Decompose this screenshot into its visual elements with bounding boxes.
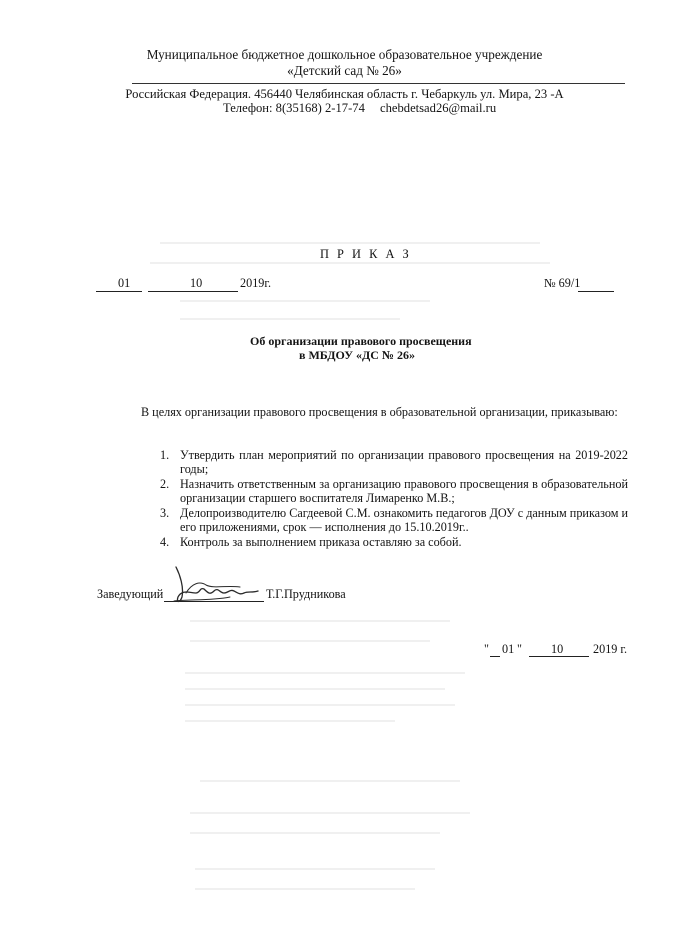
- order-item: [160, 477, 628, 505]
- org-address: Российская Федерация. 456440 Челябинская область г. Чебаркуль ул. Мира, 23 -А: [125, 87, 564, 101]
- order-subject-line1: Об организации правового просвещения: [250, 334, 472, 348]
- order-item: [160, 448, 628, 476]
- order-title: П Р И К А З: [320, 247, 412, 261]
- order-subject-line2: в МБДОУ «ДС № 26»: [299, 348, 415, 362]
- org-name-line2: «Детский сад № 26»: [287, 63, 402, 78]
- order-item-text: Утвердить план мероприятий по организации правового просвещения на 2019-2022 годы;: [180, 448, 628, 476]
- order-date-day: 01: [118, 276, 131, 290]
- order-items-list: [160, 448, 628, 550]
- signatory-name: Т.Г.Прудникова: [266, 587, 346, 601]
- date-month-underline: [148, 291, 238, 292]
- order-item-number: 3.: [160, 506, 170, 520]
- footer-date-open-quote: ": [484, 642, 489, 656]
- order-item-text: Назначить ответственным за организацию правового просвещения в образовательной организации старшего воспитателя Лимаренко М.В.;: [180, 477, 628, 505]
- order-date-month: 10: [190, 276, 203, 290]
- order-number-underline: [578, 291, 614, 292]
- order-item: [160, 506, 628, 534]
- org-name-line1: Муниципальное бюджетное дошкольное образовательное учреждение: [146, 47, 543, 62]
- footer-date-day: 01: [502, 642, 515, 656]
- date-day-underline: [96, 291, 142, 292]
- order-item-number: 2.: [160, 477, 170, 491]
- order-item-number: 1.: [160, 448, 170, 462]
- org-phone: Телефон: 8(35168) 2-17-74: [223, 101, 365, 115]
- order-number: № 69/1: [544, 276, 581, 290]
- order-item-number: 4.: [160, 535, 170, 549]
- footer-date-close-quote: ": [517, 642, 522, 656]
- header-divider: [132, 83, 625, 84]
- footer-date-underline-pre: [490, 656, 500, 657]
- footer-date-month: 10: [551, 642, 564, 656]
- org-email: chebdetsad26@mail.ru: [380, 101, 497, 115]
- order-date-year: 2019г.: [240, 276, 272, 290]
- handwritten-signature: [170, 563, 266, 607]
- order-item-text: Контроль за выполнением приказа оставляю за собой.: [180, 535, 462, 549]
- order-item-text: Делопроизводителю Сагдеевой С.М. ознакомить педагогов ДОУ с данным приказом и его приложениями, срок — исполнения до 15.10.2019г..: [180, 506, 628, 534]
- signatory-role: Заведующий: [97, 587, 164, 601]
- order-item: [160, 535, 628, 549]
- order-intro: В целях организации правового просвещения в образовательной организации, приказываю:: [141, 405, 618, 419]
- footer-date-year: 2019 г.: [593, 642, 628, 656]
